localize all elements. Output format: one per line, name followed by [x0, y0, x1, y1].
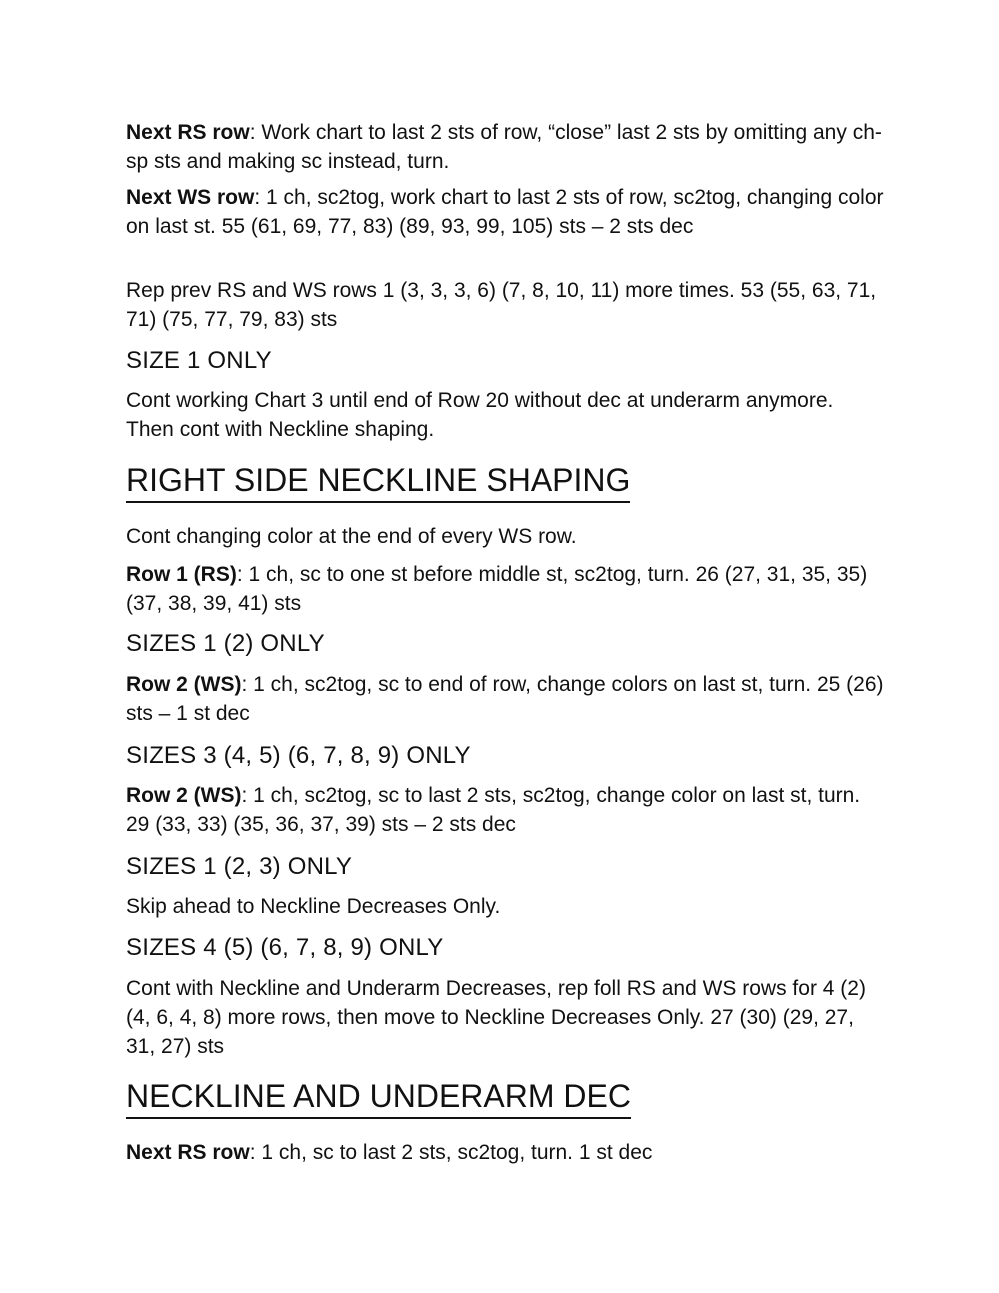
- paragraph-text: Cont changing color at the end of every WS row.: [126, 525, 577, 548]
- paragraph-next-rs-row: [126, 118, 886, 176]
- subheading-sizes-3-9-only: SIZES 3 (4, 5) (6, 7, 8, 9) ONLY: [126, 742, 471, 769]
- paragraph-text: Rep prev RS and WS rows 1 (3, 3, 3, 6) (7, 8, 10, 11) more times. 53 (55, 63, 71, 71) (75, 77, 79, 83) sts: [126, 279, 877, 331]
- bold-lead: Row 2 (WS): [126, 673, 242, 696]
- paragraph-text: : 1 ch, sc to last 2 sts, sc2tog, turn. 1 st dec: [249, 1141, 653, 1164]
- paragraph-cont-chart-3: [126, 386, 886, 444]
- paragraph-next-ws-row: [126, 183, 886, 241]
- paragraph-cont-neckline-underarm: [126, 974, 886, 1061]
- paragraph-row-2-ws-a: [126, 670, 886, 728]
- paragraph-text: : 1 ch, sc2tog, sc to last 2 sts, sc2tog, change color on last st, turn. 29 (33, 33) (35, 36, 37, 39) sts – 2 sts dec: [126, 784, 861, 836]
- bold-lead: Next WS row: [126, 186, 255, 209]
- section-heading-neckline-underarm-dec: NECKLINE AND UNDERARM DEC: [126, 1077, 886, 1119]
- bold-lead: Next RS row: [126, 121, 250, 144]
- paragraph-text: : 1 ch, sc2tog, work chart to last 2 sts of row, sc2tog, changing color on last st. 55 (61, 69, 77, 83) (89, 93, 99, 105) sts – 2 sts dec: [126, 186, 884, 238]
- subheading-sizes-1-3-only: SIZES 1 (2, 3) ONLY: [126, 853, 353, 880]
- section-heading-right-side-neckline: RIGHT SIDE NECKLINE SHAPING: [126, 461, 886, 503]
- paragraph-next-rs-row-dec: [126, 1138, 886, 1167]
- paragraph-text: Cont working Chart 3 until end of Row 20 without dec at underarm anymore. Then cont with Neckline shaping.: [126, 389, 834, 441]
- paragraph-rep-prev: [126, 276, 886, 334]
- paragraph-skip-ahead: [126, 892, 886, 921]
- paragraph-text: : Work chart to last 2 sts of row, “close” last 2 sts by omitting any ch-sp sts and making sc instead, turn.: [126, 121, 882, 173]
- subheading-sizes-4-9-only: SIZES 4 (5) (6, 7, 8, 9) ONLY: [126, 934, 444, 961]
- paragraph-text: Skip ahead to Neckline Decreases Only.: [126, 895, 501, 918]
- bold-lead: Row 1 (RS): [126, 563, 237, 586]
- paragraph-text: Cont with Neckline and Underarm Decreases, rep foll RS and WS rows for 4 (2) (4, 6, 4, 8) more rows, then move to Neckline Decreases Only. 27 (30) (29, 27, 31, 27) sts: [126, 977, 866, 1058]
- bold-lead: Next RS row: [126, 1141, 250, 1164]
- bold-lead: Row 2 (WS): [126, 784, 242, 807]
- subheading-sizes-1-2-only: SIZES 1 (2) ONLY: [126, 630, 325, 657]
- paragraph-row-2-ws-b: [126, 781, 886, 839]
- subheading-size-1-only: SIZE 1 ONLY: [126, 347, 272, 374]
- paragraph-text: : 1 ch, sc to one st before middle st, sc2tog, turn. 26 (27, 31, 35, 35) (37, 38, 39, 41) sts: [126, 563, 868, 615]
- paragraph-cont-changing-color: [126, 522, 886, 551]
- paragraph-row-1-rs: [126, 560, 886, 618]
- paragraph-text: : 1 ch, sc2tog, sc to end of row, change colors on last st, turn. 25 (26) sts – 1 st dec: [126, 673, 884, 725]
